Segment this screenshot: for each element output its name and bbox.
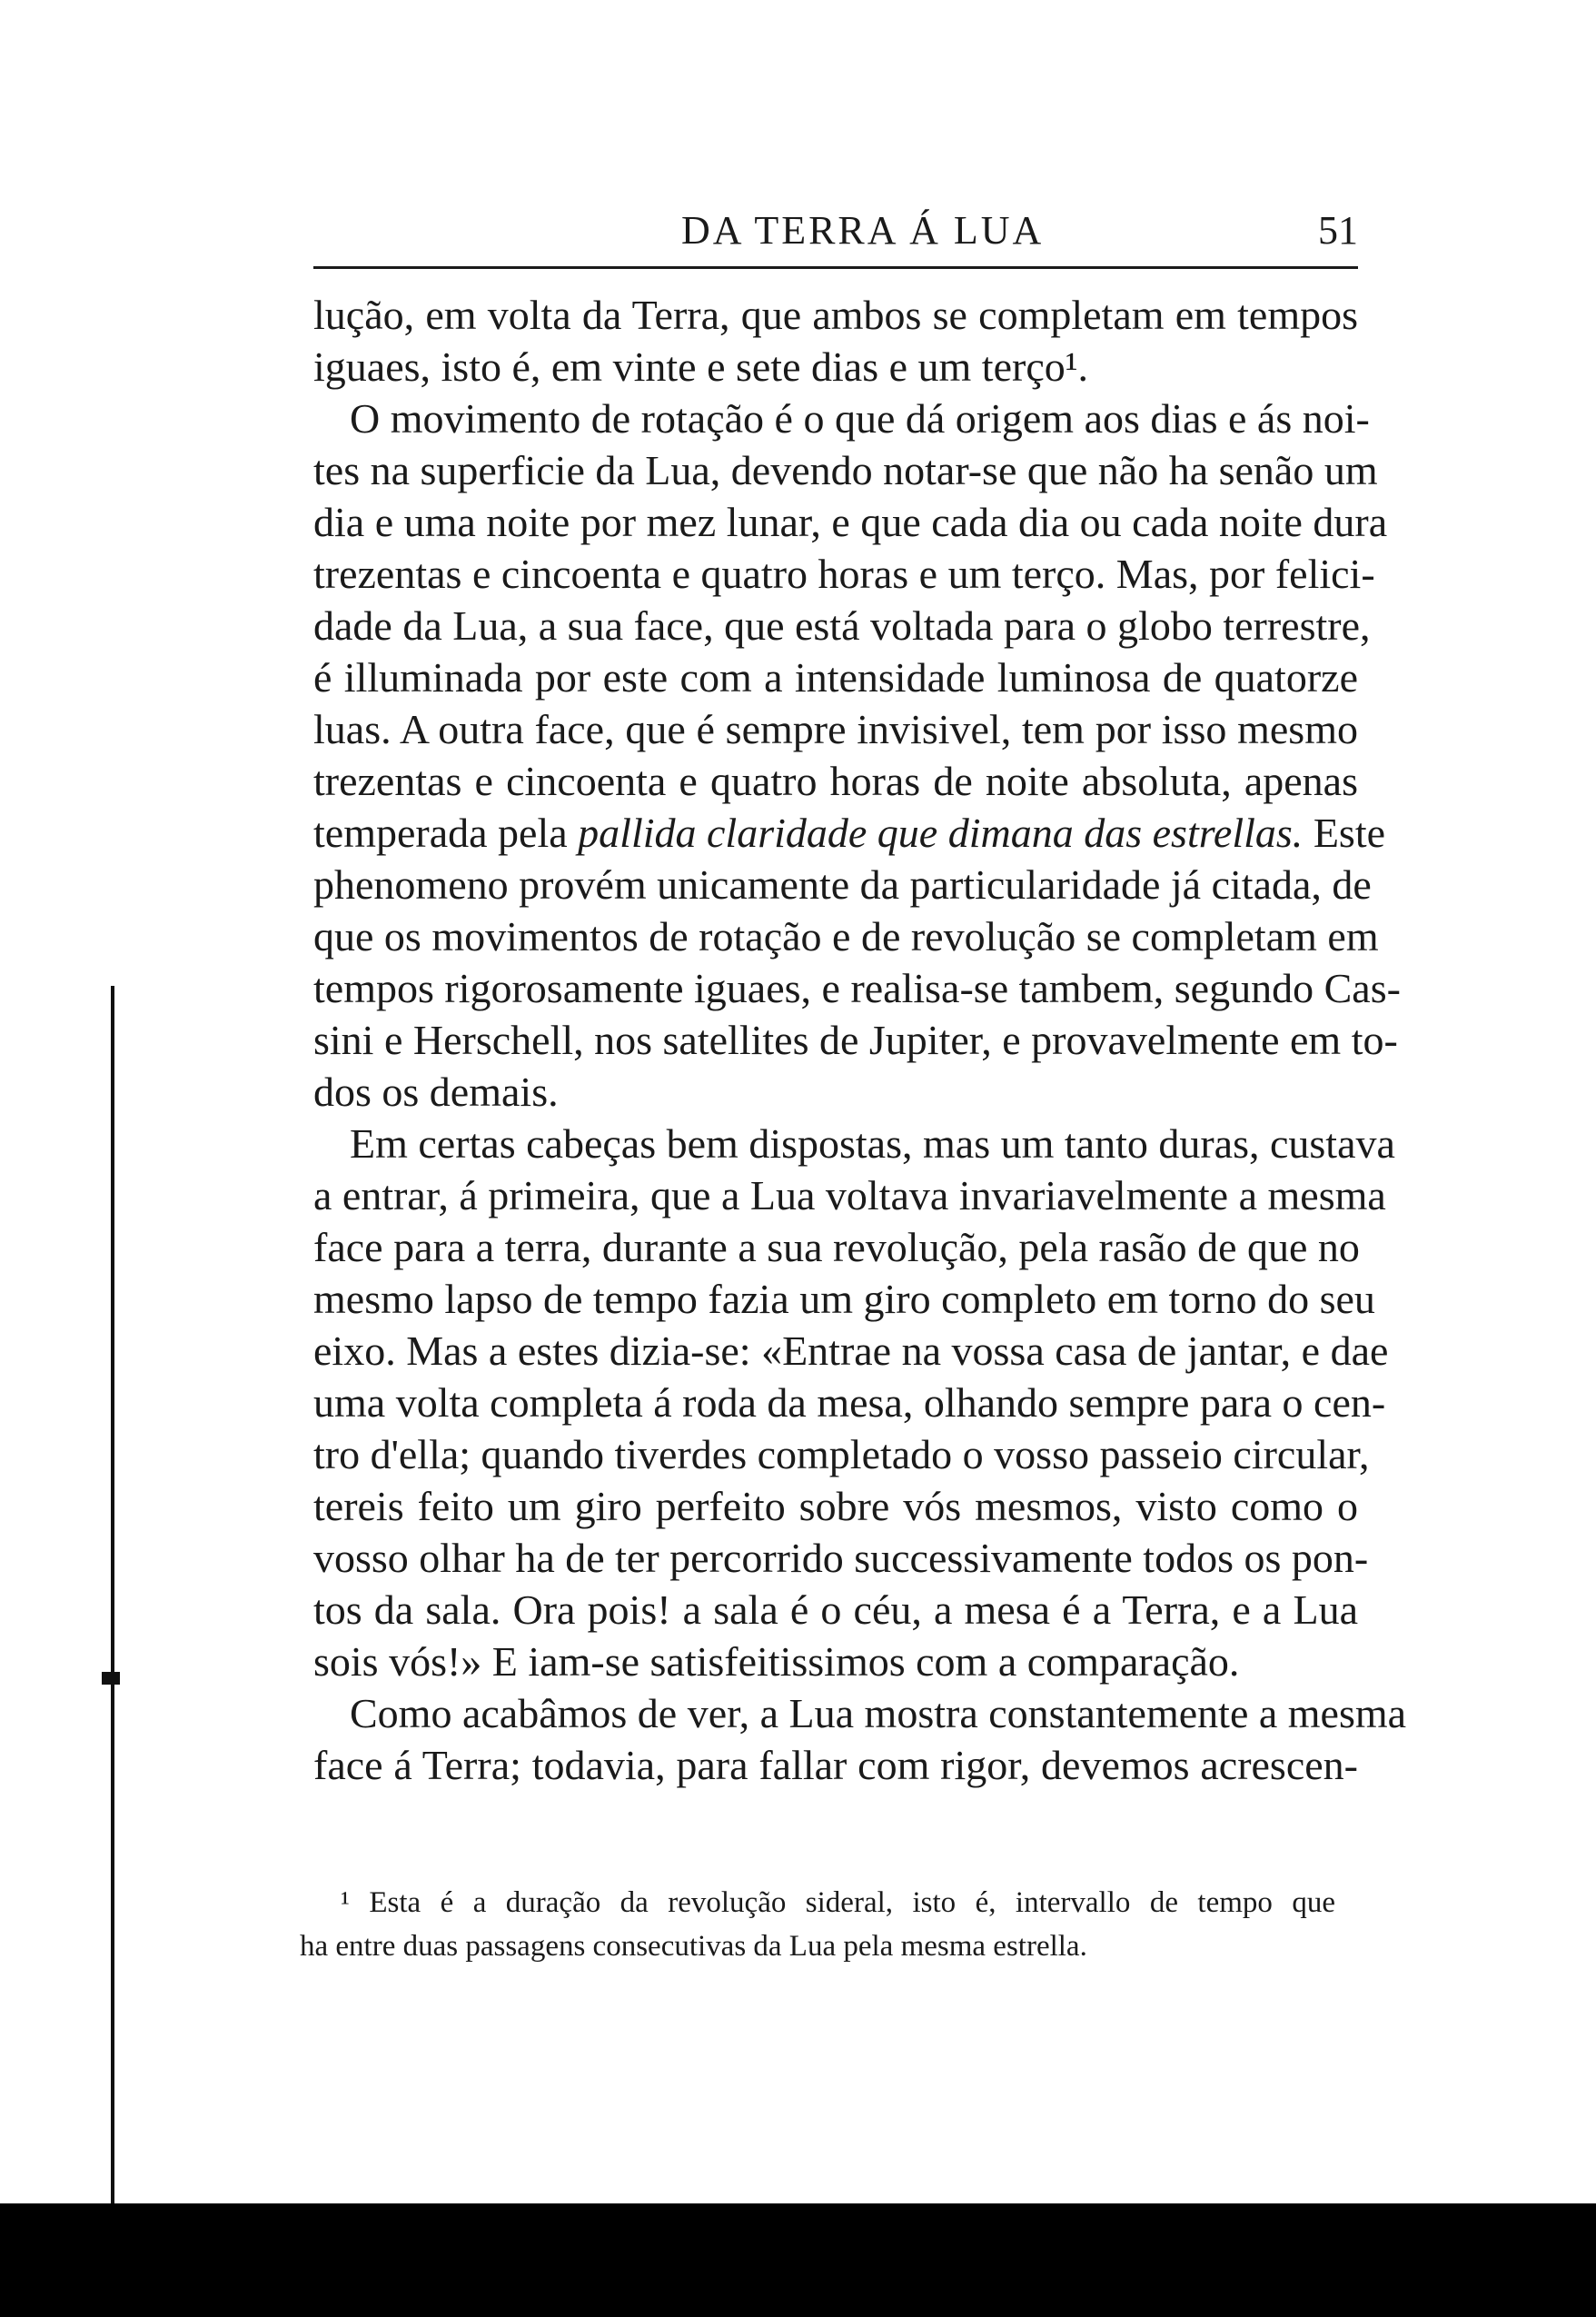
running-title: DA TERRA Á LUA	[681, 208, 1045, 253]
text-line: trezentas e cincoenta e quatro horas de noite absoluta, apenas	[313, 758, 1358, 804]
text-line: dade da Lua, a sua face, que está voltada para o globo terrestre,	[313, 602, 1371, 649]
text-line: sois vós!» E iam-se satisfeitissimos com a comparação.	[313, 1638, 1240, 1685]
text-line: face á Terra; todavia, para fallar com rigor, devemos acrescen-	[313, 1742, 1358, 1788]
text-line: tempos rigorosamente iguaes, e realisa-se tambem, segundo Cas-	[313, 965, 1401, 1011]
page-number: 51	[1318, 208, 1358, 253]
footnote-line: ha entre duas passagens consecutivas da Lua pela mesma estrella.	[300, 1930, 1087, 1963]
text-line: vosso olhar ha de ter percorrido successivamente todos os pon-	[313, 1535, 1369, 1581]
text-line: eixo. Mas a estes dizia-se: «Entrae na vossa casa de jantar, e dae	[313, 1328, 1389, 1374]
text-line: que os movimentos de rotação e de revolução se completam em	[313, 913, 1379, 960]
running-header	[313, 198, 1358, 269]
text-line: uma volta completa á roda da mesa, olhando sempre para o cen-	[313, 1379, 1386, 1426]
text-line: temperada pela pallida claridade que dimana das estrellas. Este	[313, 810, 1386, 856]
text-line: luas. A outra face, que é sempre invisivel, tem por isso mesmo	[313, 706, 1358, 752]
body-text	[313, 289, 1407, 1791]
text-line: tereis feito um giro perfeito sobre vós mesmos, visto como o	[313, 1483, 1358, 1529]
text-line: phenomeno provém unicamente da particularidade já citada, de	[313, 861, 1372, 908]
text-line: sini e Herschell, nos satellites de Jupiter, e provavelmente em to-	[313, 1017, 1398, 1063]
text-line: tro d'ella; quando tiverdes completado o vosso passeio circular,	[313, 1431, 1370, 1477]
text-line: Como acabâmos de ver, a Lua mostra constantemente a mesma	[350, 1690, 1407, 1736]
italic-phrase: pallida claridade que dimana das estrellas.	[578, 810, 1304, 856]
text-line: face para a terra, durante a sua revolução, pela rasão de que no	[313, 1224, 1360, 1270]
text-line: mesmo lapso de tempo fazia um giro completo em torno do seu	[313, 1276, 1375, 1322]
text-line: a entrar, á primeira, que a Lua voltava invariavelmente a mesma	[313, 1172, 1386, 1218]
text-line: dos os demais.	[313, 1069, 559, 1115]
text-line: tes na superficie da Lua, devendo notar-se que não ha senão um	[313, 447, 1378, 493]
text-line: iguaes, isto é, em vinte e sete dias e um terço¹.	[313, 343, 1089, 390]
text-line: O movimento de rotação é o que dá origem aos dias e ás noi-	[350, 395, 1370, 442]
footnote-line: ¹ Esta é a duração da revolução sideral, isto é, intervallo de tempo que	[341, 1886, 1335, 1919]
text-line: lução, em volta da Terra, que ambos se completam em tempos	[313, 292, 1358, 338]
text-line: trezentas e cincoenta e quatro horas e um terço. Mas, por felici-	[313, 551, 1375, 597]
text-line: tos da sala. Ora pois! a sala é o céu, a mesa é a Terra, e a Lua	[313, 1586, 1358, 1633]
text-line: Em certas cabeças bem dispostas, mas um tanto duras, custava	[350, 1120, 1395, 1167]
text-line: dia e uma noite por mez lunar, e que cada dia ou cada noite dura	[313, 499, 1388, 545]
binding-edge-line	[102, 1672, 120, 1685]
scan-bottom-edge	[0, 2203, 1596, 2317]
footnote	[300, 1881, 1335, 1968]
text-line: é illuminada por este com a intensidade luminosa de quatorze	[313, 654, 1358, 701]
binding-edge-line	[111, 986, 114, 2203]
